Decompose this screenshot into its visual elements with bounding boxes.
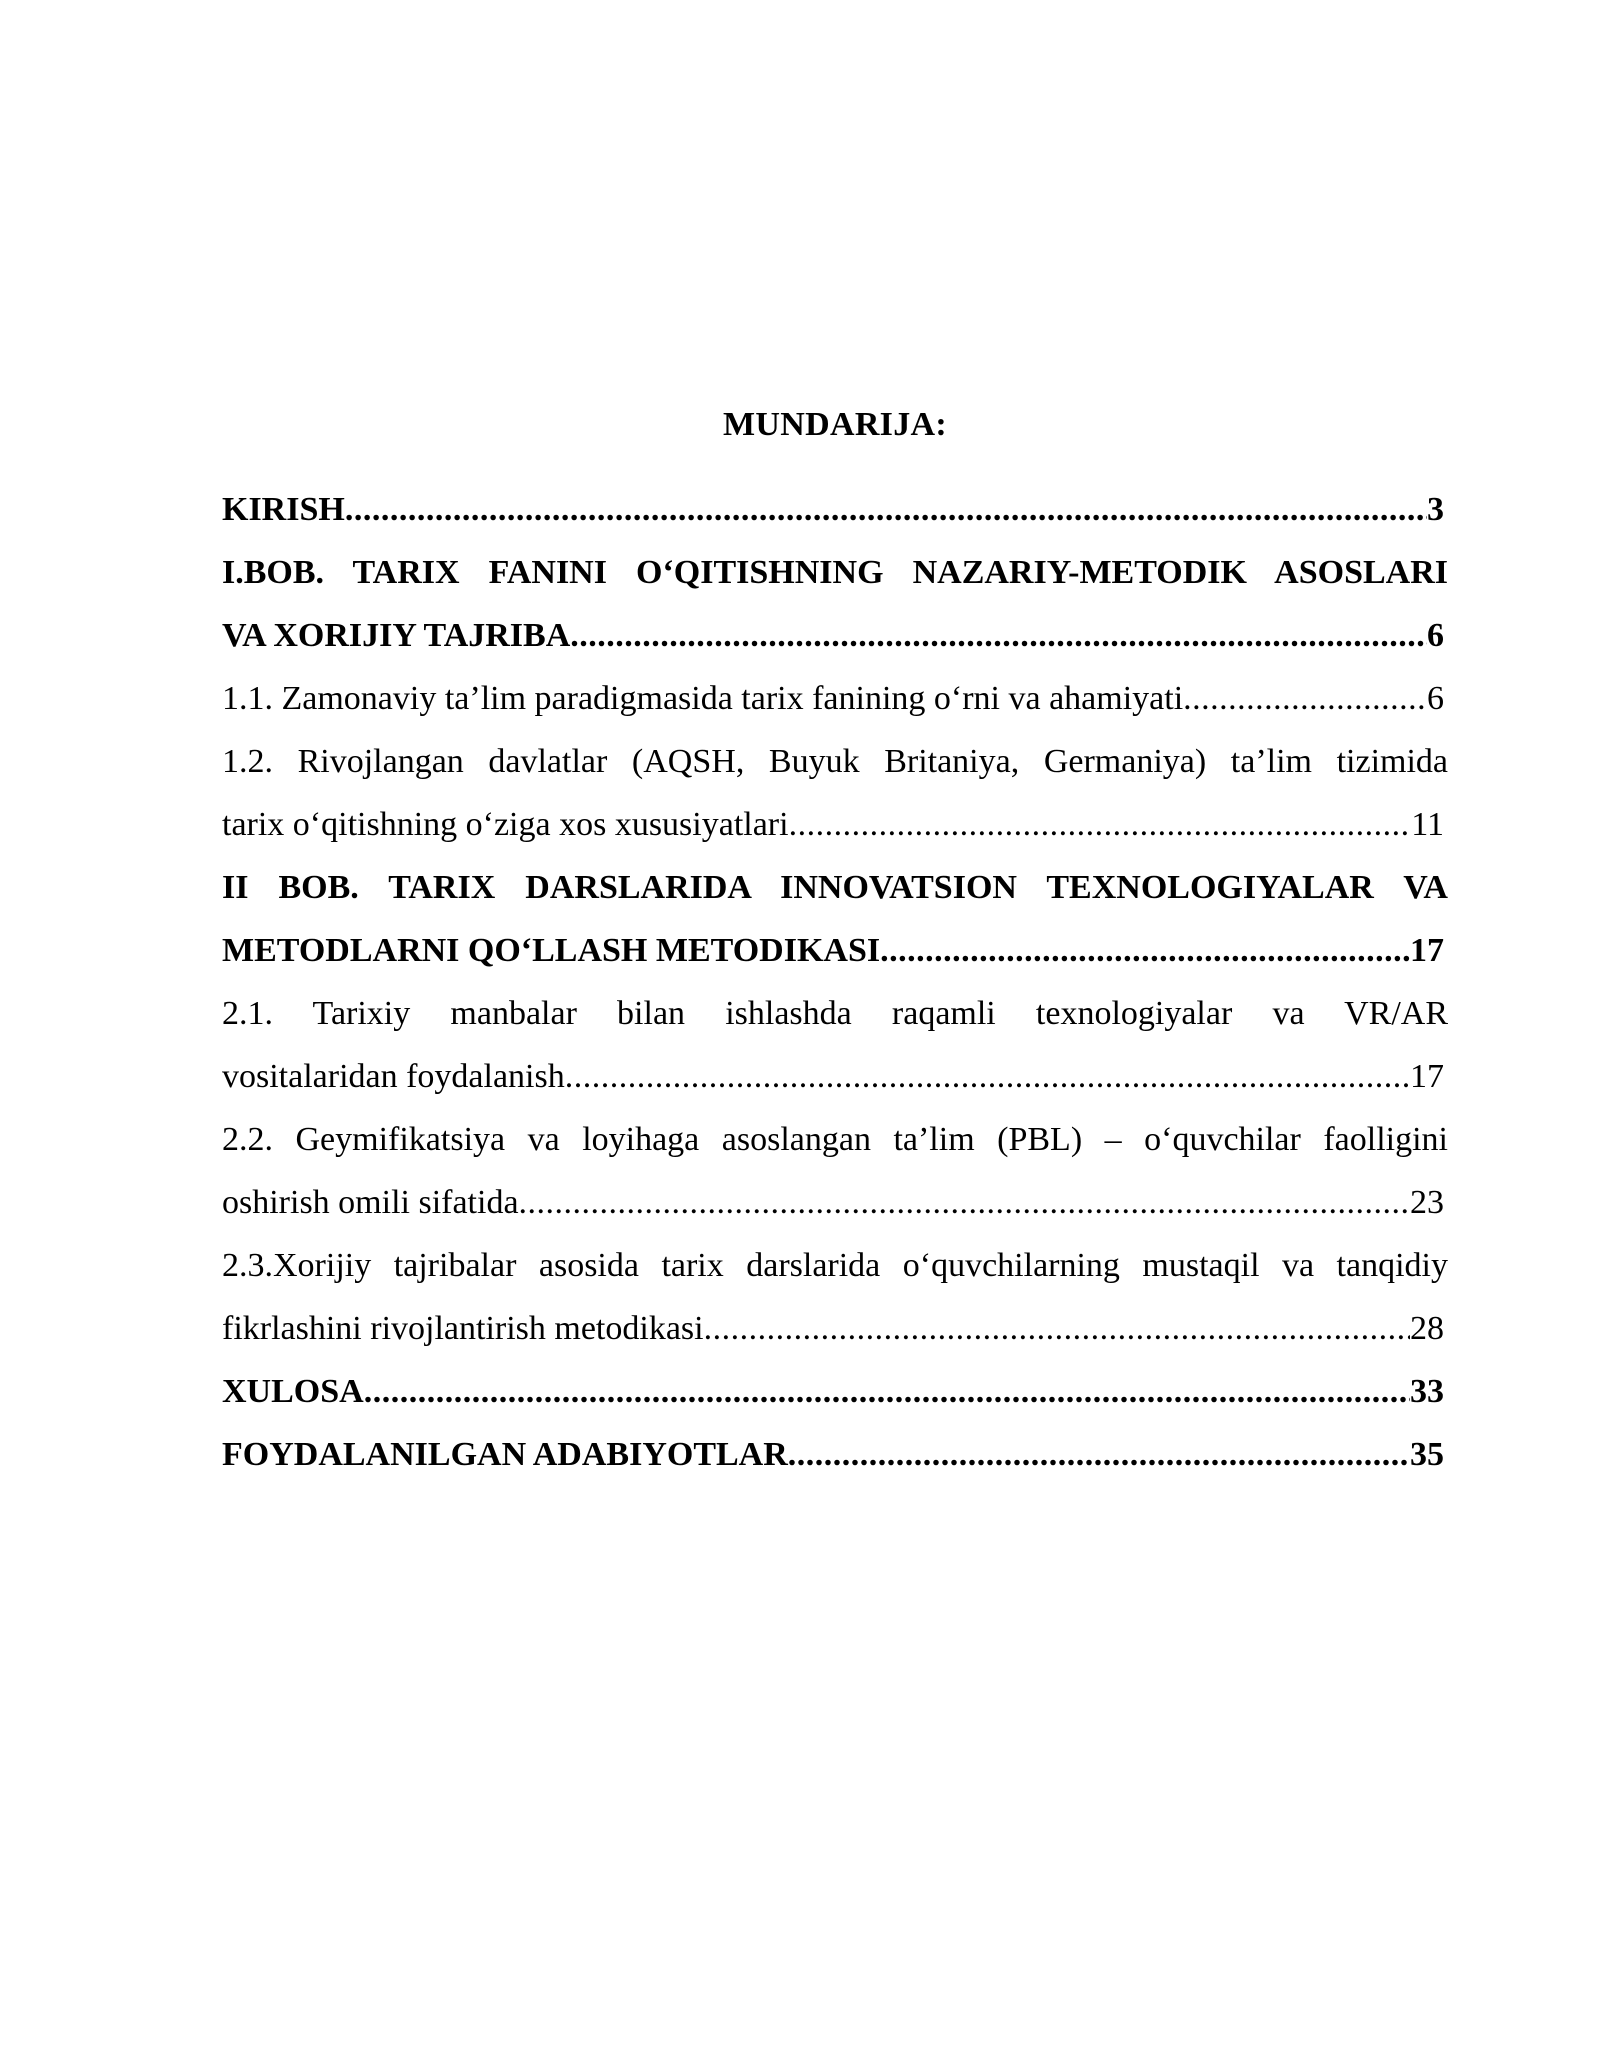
toc-entry-line: 2.1. Tarixiy manbalar bilan ishlashda raqamli texnologiyalar va VR/AR xyxy=(222,995,1448,1032)
toc-page-number: 17 xyxy=(1410,1058,1444,1095)
table-of-contents xyxy=(222,396,1448,1486)
toc-page-number: 17 xyxy=(1410,932,1444,969)
toc-entry-chapter-2[interactable] xyxy=(222,856,1448,982)
toc-entry-line xyxy=(222,1360,1448,1423)
toc-leader-dots xyxy=(364,1360,1410,1423)
toc-entry-line xyxy=(222,919,1448,982)
toc-page-number: 35 xyxy=(1410,1436,1444,1473)
toc-entry-text: XULOSA xyxy=(222,1373,364,1410)
toc-entry-line: II BOB. TARIX DARSLARIDA INNOVATSION TEXNOLOGIYALAR VA xyxy=(222,869,1448,906)
toc-page-number: 6 xyxy=(1427,617,1444,654)
toc-entry-line xyxy=(222,1423,1448,1486)
toc-leader-dots xyxy=(519,1171,1410,1234)
toc-entry-text: KIRISH xyxy=(222,491,345,528)
toc-entry-section-2-2[interactable] xyxy=(222,1108,1448,1234)
toc-entry-text: oshirish omili sifatida xyxy=(222,1184,519,1221)
toc-entry-line xyxy=(222,667,1448,730)
toc-page-number: 33 xyxy=(1410,1373,1444,1410)
toc-entry-chapter-1[interactable] xyxy=(222,541,1448,667)
toc-leader-dots xyxy=(789,793,1412,856)
toc-page-number: 11 xyxy=(1411,806,1444,843)
toc-entry-kirish[interactable] xyxy=(222,478,1448,541)
toc-entry-line: I.BOB. TARIX FANINI O‘QITISHNING NAZARIY-METODIK ASOSLARI xyxy=(222,554,1448,591)
toc-entry-section-2-1[interactable] xyxy=(222,982,1448,1108)
toc-leader-dots xyxy=(788,1423,1410,1486)
toc-leader-dots xyxy=(880,919,1410,982)
toc-page-number: 3 xyxy=(1427,491,1444,528)
toc-leader-dots xyxy=(704,1297,1410,1360)
toc-leader-dots xyxy=(565,1045,1410,1108)
toc-entry-text: FOYDALANILGAN ADABIYOTLAR xyxy=(222,1436,788,1473)
toc-entry-text: fikrlashini rivojlantirish metodikasi xyxy=(222,1310,704,1347)
toc-entry-text: vositalaridan foydalanish xyxy=(222,1058,565,1095)
toc-page-number: 28 xyxy=(1410,1310,1444,1347)
toc-leader-dots xyxy=(570,604,1427,667)
toc-entry-line xyxy=(222,1045,1448,1108)
toc-entry-line xyxy=(222,1171,1448,1234)
toc-entry-text: tarix o‘qitishning o‘ziga xos xususiyatlari xyxy=(222,806,789,843)
toc-entry-line xyxy=(222,478,1448,541)
toc-entry-xulosa[interactable] xyxy=(222,1360,1448,1423)
toc-entry-line xyxy=(222,1297,1448,1360)
toc-entry-references[interactable] xyxy=(222,1423,1448,1486)
toc-entry-text: 1.1. Zamonaviy ta’lim paradigmasida tarix fanining o‘rni va ahamiyati xyxy=(222,680,1184,717)
toc-entry-section-1-2[interactable] xyxy=(222,730,1448,856)
toc-title: MUNDARIJA: xyxy=(723,406,947,443)
toc-leader-dots xyxy=(345,478,1427,541)
toc-leader-dots xyxy=(1183,667,1427,730)
toc-entry-line xyxy=(222,793,1448,856)
toc-page-number: 6 xyxy=(1427,680,1444,717)
toc-entry-text: VA XORIJIY TAJRIBA xyxy=(222,617,571,654)
toc-entry-section-1-1[interactable] xyxy=(222,667,1448,730)
toc-entry-section-2-3[interactable] xyxy=(222,1234,1448,1360)
toc-entry-line: 2.2. Geymifikatsiya va loyihaga asoslangan ta’lim (PBL) – o‘quvchilar faolligini xyxy=(222,1121,1448,1158)
toc-entry-line xyxy=(222,604,1448,667)
toc-entry-line: 1.2. Rivojlangan davlatlar (AQSH, Buyuk Britaniya, Germaniya) ta’lim tizimida xyxy=(222,743,1448,780)
toc-entry-text: METODLARNI QO‘LLASH METODIKASI xyxy=(222,932,881,969)
toc-entry-line: 2.3.Xorijiy tajribalar asosida tarix darslarida o‘quvchilarning mustaqil va tanqidiy xyxy=(222,1247,1448,1284)
toc-page-number: 23 xyxy=(1410,1184,1444,1221)
